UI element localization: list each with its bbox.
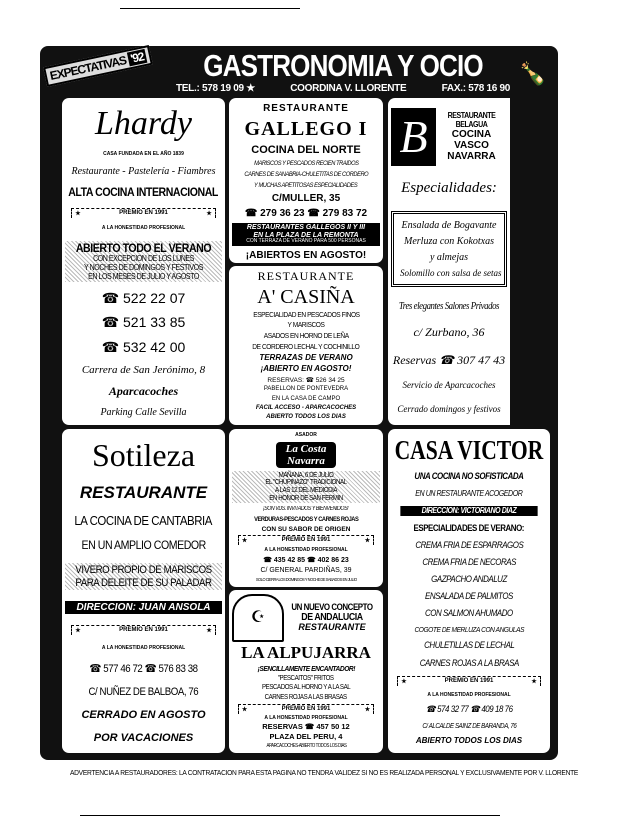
victor-dish: COGOTE DE MERLUZA CON ANGULAS (414, 624, 524, 634)
victor-dish: CON SALMON AHUMADO (425, 607, 513, 618)
lhardy-hours-box (65, 241, 222, 283)
gallego-phones: ☎ 279 36 23 ☎ 279 83 72 (245, 208, 367, 219)
ad-sotileza (62, 429, 225, 753)
ad-casina (229, 266, 383, 425)
alpujarra-head: ☪ UN NUEVO CONCEPTO DE ANDALUCIA RESTAURANTE (232, 594, 380, 642)
victor-dish: CREMA FRIA DE NECORAS (422, 556, 516, 567)
badge-year: '92 (129, 49, 145, 66)
belagua-cuisine: COCINA (451, 129, 492, 141)
sotileza-text: EN UN AMPLIO COMEDOR (81, 538, 206, 553)
arch-logo-icon: ☪ (232, 594, 284, 642)
prize-text: A LA HONESTIDAD PROFESIONAL (264, 714, 348, 721)
casina-text: EN LA CASA DE CAMPO (271, 395, 341, 402)
casina-label: RESTAURANTE (257, 269, 355, 284)
ad-costa-navarra (229, 429, 383, 587)
alpujarra-address: PLAZA DEL PERU, 4 (269, 732, 343, 742)
casina-text: ASADOS EN HORNO DE LEÑA (263, 331, 349, 341)
victor-director: DIRECCION: VICTORIANO DIAZ (400, 506, 537, 517)
casina-text: DE CORDERO LECHAL Y COCHINILLO (252, 342, 360, 352)
sotileza-label: RESTAURANTE (79, 482, 208, 502)
lhardy-cuisine: ALTA COCINA INTERNACIONAL (68, 184, 219, 199)
belagua-reservations: Reservas ☎ 307 47 43 (392, 352, 506, 367)
belagua-logo: B (391, 108, 436, 166)
victor-dish: CARNES ROJAS A LA BRASA (419, 657, 519, 668)
casina-open: ¡ABIERTO EN AGOSTO! (260, 364, 352, 374)
lhardy-parking2: Parking Calle Sevilla (100, 406, 187, 418)
victor-address: C/ ALCALDE SAINZ DE BARANDA, 76 (422, 722, 516, 730)
casina-terrace: TERRAZAS DE VERANO (259, 352, 353, 362)
alpujarra-name: LA ALPUJARRA (241, 642, 371, 662)
belagua-cuisine: VASCO (454, 140, 489, 152)
victor-tagline: EN UN RESTAURANTE ACOGEDOR (415, 488, 523, 498)
gallego-label: RESTAURANTE (263, 102, 349, 114)
prize-badge: ★ PREMIO EN 1991 ★ (397, 676, 541, 686)
sotileza-closed: POR VACACIONES (93, 732, 194, 745)
footer-notice: ADVERTENCIA A RESTAURADORES: LA CONTRATACION PARA ESTA PAGINA NO TENDRA VALIDEZ SI NO ES REALIZADA PERSONAL Y EXCLUSIVAMENTE POR V. LLORENTE (70, 770, 579, 777)
badge-text: EXPECTATIVAS (48, 53, 128, 83)
costa-address: C/ GENERAL PARDIÑAS, 39 (260, 567, 352, 575)
casina-text: ABIERTO TODOS LOS DIAS (266, 413, 346, 420)
costa-phones: ☎ 435 42 85 ☎ 402 86 23 (263, 557, 349, 565)
lhardy-parking: Aparcacoches (108, 383, 179, 398)
victor-dish: CHULETILLAS DE LECHAL (423, 640, 515, 651)
victor-dish: ENSALADA DE PALMITOS (425, 590, 513, 601)
alpujarra-tagline: ¡SENCILLAMENTE ENCANTADOR! (257, 663, 355, 673)
belagua-head (391, 108, 507, 166)
casina-reservations: RESERVAS: ☎ 526 34 25 (267, 376, 345, 384)
bottom-rule (80, 815, 500, 816)
gallego-address: C/MULLER, 35 (271, 193, 341, 205)
lhardy-logo: Lhardy (95, 105, 192, 143)
ad-belagua (388, 98, 510, 425)
sotileza-closed: CERRADO EN AGOSTO (81, 709, 206, 722)
header-coord: COORDINA V. LLORENTE (290, 83, 407, 94)
alpujarra-text: "PESCAITOS" FRITOS (278, 674, 334, 682)
casina-text: ESPECIALIDAD EN PESCADOS FINOS (252, 309, 360, 319)
casina-text: Y MARISCOS (287, 320, 325, 330)
belagua-address: c/ Zurbano, 36 (413, 325, 485, 340)
alpujarra-text: PESCADOS AL HORNO Y A LA SAL (261, 684, 351, 692)
lhardy-open: ABIERTO TODO EL VERANO (75, 240, 212, 255)
gallego-logo: GALLEGO I (244, 117, 368, 140)
prize-text: A LA HONESTIDAD PROFESIONAL (264, 547, 348, 554)
prize-badge: ★ PREMIO EN 1991 ★ (238, 535, 374, 545)
victor-dish: GAZPACHO ANDALUZ (431, 573, 507, 584)
costa-text: CON SU SABOR DE ORIGEN (261, 525, 351, 533)
ad-alpujarra (229, 590, 383, 753)
gallego-desc: MARISCOS Y PESCADOS RECIEN TRAIDOS (253, 159, 359, 167)
lhardy-except: Y NOCHES DE DOMINGOS Y FESTIVOS (84, 262, 203, 272)
phone: ☎ 521 33 85 (102, 315, 186, 330)
belagua-closed: Cerrado domingos y festivos (397, 403, 501, 414)
page-header (176, 49, 510, 96)
gallego-desc: Y MUCHAS APETITOSAS ESPECIALIDADES (254, 182, 358, 190)
gallego-open: ¡ABIERTOS EN AGOSTO! (245, 249, 367, 261)
sotileza-phones: ☎ 577 46 72 ☎ 576 83 38 (89, 663, 197, 675)
prize-badge: ★ PREMIO EN 1991 ★ (71, 208, 215, 218)
costa-asador: ASADOR (295, 432, 317, 439)
victor-open: ABIERTO TODOS LOS DIAS (415, 736, 523, 746)
belagua-name: BELAGUA (455, 119, 488, 129)
casina-text: PABELLON DE PONTEVEDRA (263, 386, 349, 393)
ad-casa-victor (388, 429, 550, 753)
sotileza-director: DIRECCION: JUAN ANSOLA (65, 601, 222, 614)
phone: ☎ 532 42 00 (102, 340, 186, 355)
belagua-salons: Tres elegantes Salones Privados (398, 301, 500, 313)
header-tel: TEL.: 578 19 09 ★ (176, 83, 255, 94)
victor-phones: ☎ 574 32 77 ☎ 409 18 76 (426, 705, 513, 715)
belagua-name: RESTAURANTE (447, 110, 496, 120)
lhardy-founded: CASA FUNDADA EN EL AÑO 1839 (103, 150, 184, 157)
costa-closed: SOLO CIERRA LOS DOMINGOS Y NOCHE DE SABADOS EN JULIO (255, 576, 357, 582)
costa-text: VERDURAS-PESCADOS Y CARNES ROJAS (253, 515, 359, 523)
belagua-dishes: Ensalada de Bogavante Merluza con Kokotxas y almejas Solomillo con salsa de setas (391, 211, 507, 287)
header-fax: FAX.: 578 16 90 (441, 83, 510, 94)
casina-text: FACIL ACCESO - APARCACOCHES (255, 404, 357, 411)
sotileza-address: C/ NUÑEZ DE BALBOA, 76 (88, 685, 199, 698)
victor-tagline: UNA COCINA NO SOFISTICADA (414, 471, 524, 482)
ad-lhardy (62, 98, 225, 425)
sotileza-logo: Sotileza (91, 436, 196, 473)
gallego-cuisine: COCINA DEL NORTE (251, 143, 361, 156)
victor-specialties: ESPECIALIDADES DE VERANO: (413, 522, 525, 533)
top-rule (120, 8, 300, 9)
belagua-service: Servicio de Aparcacoches (402, 379, 496, 390)
prize-text: A LA HONESTIDAD PROFESIONAL (101, 644, 186, 651)
victor-name: CASA VICTOR (394, 434, 544, 465)
victor-dish: CREMA FRIA DE ESPARRAGOS (415, 539, 523, 550)
prize-text: A LA HONESTIDAD PROFESIONAL (427, 691, 511, 698)
gallego-branches: RESTAURANTES GALLEGOS II Y III EN LA PLAZA DE LA REMONTA CON TERRAZA DE VERANO PARA 500 PERSONAS (232, 223, 380, 246)
ad-gallego (229, 98, 383, 263)
page-title: GASTRONOMIA Y OCIO (203, 48, 483, 83)
wine-bottle-icon: 🍾 (519, 61, 547, 86)
belagua-specialties: Especialidades: (401, 180, 497, 197)
alpujarra-text: CARNES ROJAS A LAS BRASAS (264, 694, 348, 702)
lhardy-type: Restaurante - Pastelería - Fiambres (71, 165, 216, 177)
sotileza-vivero: VIVERO PROPIO DE MARISCOS PARA DELEITE DE SU PALADAR (65, 563, 222, 589)
casina-logo: A' CASIÑA (257, 286, 355, 309)
alpujarra-reservations: RESERVAS ☎ 457 50 12 (262, 722, 350, 732)
costa-logo: La Costa Navarra (276, 442, 337, 468)
phone: ☎ 522 22 07 (102, 291, 186, 306)
lhardy-except: EN LOS MESES DE JULIO Y AGOSTO (88, 271, 199, 281)
prize-text: A LA HONESTIDAD PROFESIONAL (101, 225, 186, 232)
prize-badge: ★ PREMIO EN 1991 ★ (71, 625, 215, 635)
lhardy-address: Carrera de San Jerónimo, 8 (81, 363, 206, 376)
belagua-cuisine: NAVARRA (447, 151, 496, 163)
prize-badge: ★ PREMIO EN 1991 ★ (238, 704, 374, 714)
lhardy-except: CON EXCEPCION DE LOS LUNES (93, 253, 194, 263)
gallego-desc: CARNES DE SANABRIA-CHULETITAS DE CORDERO (244, 171, 368, 179)
alpujarra-open: APARCACOCHES-ABIERTO TODOS LOS DIAS (265, 742, 347, 749)
sotileza-text: LA COCINA DE CANTABRIA (74, 512, 213, 528)
costa-invite: ¡SON VDS. INVITADOS Y BIENVENIDOS! (263, 506, 349, 513)
costa-event: MAÑANA, 6 DE JULIO EL "CHUPINAZO" TRADICIONAL A LAS 12 DEL MEDIODIA EN HONOR DE SAN FERMIN (232, 471, 380, 504)
